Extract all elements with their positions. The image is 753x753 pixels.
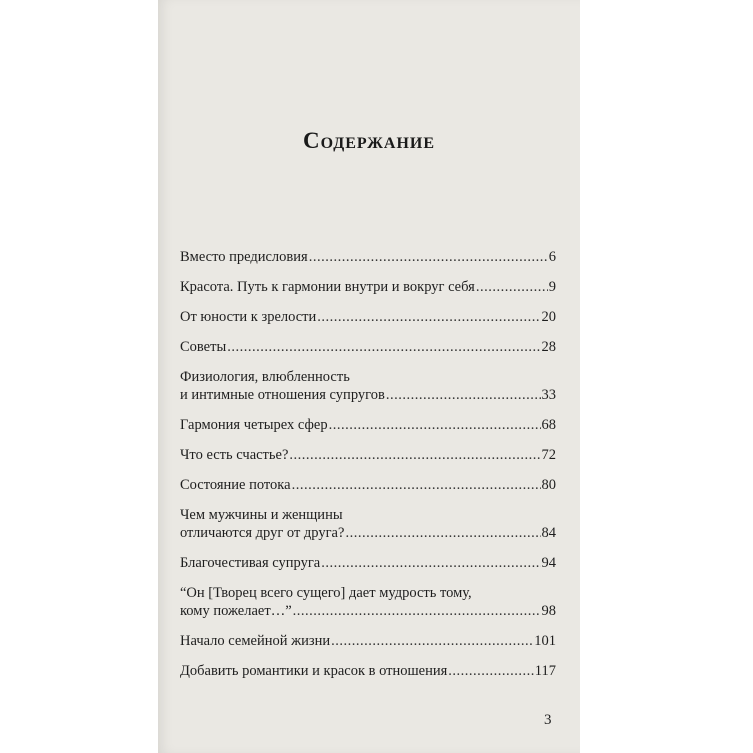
toc-entry-title: Физиология, влюбленность <box>180 369 350 385</box>
toc-entry <box>180 248 556 266</box>
toc-entry <box>180 506 556 542</box>
toc-entry <box>180 476 556 494</box>
toc-entry-title: Советы <box>180 339 227 355</box>
table-of-contents <box>180 248 556 692</box>
toc-entry-title: Красота. Путь к гармонии внутри и вокруг себя <box>180 279 475 295</box>
toc-entry <box>180 446 556 464</box>
toc-entry <box>180 278 556 296</box>
toc-entry-page: 20 <box>541 309 556 325</box>
toc-entry <box>180 308 556 326</box>
toc-entry-page: 68 <box>541 417 556 433</box>
toc-entry-title: Вместо предисловия <box>180 249 308 265</box>
toc-entry-title: Что есть счастье? <box>180 447 289 463</box>
toc-entry-title-continued: и интимные отношения супругов <box>180 387 385 403</box>
toc-entry-page: 9 <box>548 279 556 295</box>
toc-entry-title: От юности к зрелости <box>180 309 317 325</box>
toc-entry-title: Благочестивая супруга <box>180 555 321 571</box>
dot-leader <box>227 338 540 356</box>
toc-entry <box>180 554 556 572</box>
page-title: Содержание <box>302 128 436 153</box>
toc-entry-title: Начало семейной жизни <box>180 633 331 649</box>
toc-entry <box>180 662 556 680</box>
dot-leader <box>289 446 540 464</box>
toc-entry-page: 80 <box>541 477 556 493</box>
toc-entry <box>180 632 556 650</box>
dot-leader <box>331 632 533 650</box>
toc-entry <box>180 368 556 404</box>
dot-leader <box>476 278 548 296</box>
toc-entry-page: 33 <box>541 387 556 403</box>
dot-leader <box>317 308 540 326</box>
toc-entry <box>180 584 556 620</box>
toc-entry-title: Гармония четырех сфер <box>180 417 328 433</box>
toc-entry-title: Состояние потока <box>180 477 291 493</box>
toc-entry-page: 94 <box>541 555 556 571</box>
toc-entry-page: 117 <box>534 663 556 679</box>
dot-leader <box>386 386 541 404</box>
toc-entry-title: “Он [Творец всего сущего] дает мудрость тому, <box>180 585 472 601</box>
toc-entry-page: 98 <box>541 603 556 619</box>
toc-entry-title-continued: отличаются друг от друга? <box>180 525 345 541</box>
page-number: 3 <box>544 712 552 728</box>
toc-entry <box>180 338 556 356</box>
toc-entry-title-continued: кому пожелает…” <box>180 603 292 619</box>
dot-leader <box>309 248 548 266</box>
toc-entry-page: 6 <box>548 249 556 265</box>
toc-entry-title: Добавить романтики и красок в отношения <box>180 663 448 679</box>
dot-leader <box>345 524 540 542</box>
toc-entry-page: 101 <box>534 633 556 649</box>
toc-entry <box>180 416 556 434</box>
toc-entry-page: 28 <box>541 339 556 355</box>
dot-leader <box>329 416 541 434</box>
dot-leader <box>292 476 541 494</box>
toc-entry-page: 72 <box>541 447 556 463</box>
dot-leader <box>321 554 540 572</box>
toc-entry-title: Чем мужчины и женщины <box>180 507 343 523</box>
dot-leader <box>293 602 541 620</box>
toc-entry-page: 84 <box>541 525 556 541</box>
dot-leader <box>448 662 533 680</box>
